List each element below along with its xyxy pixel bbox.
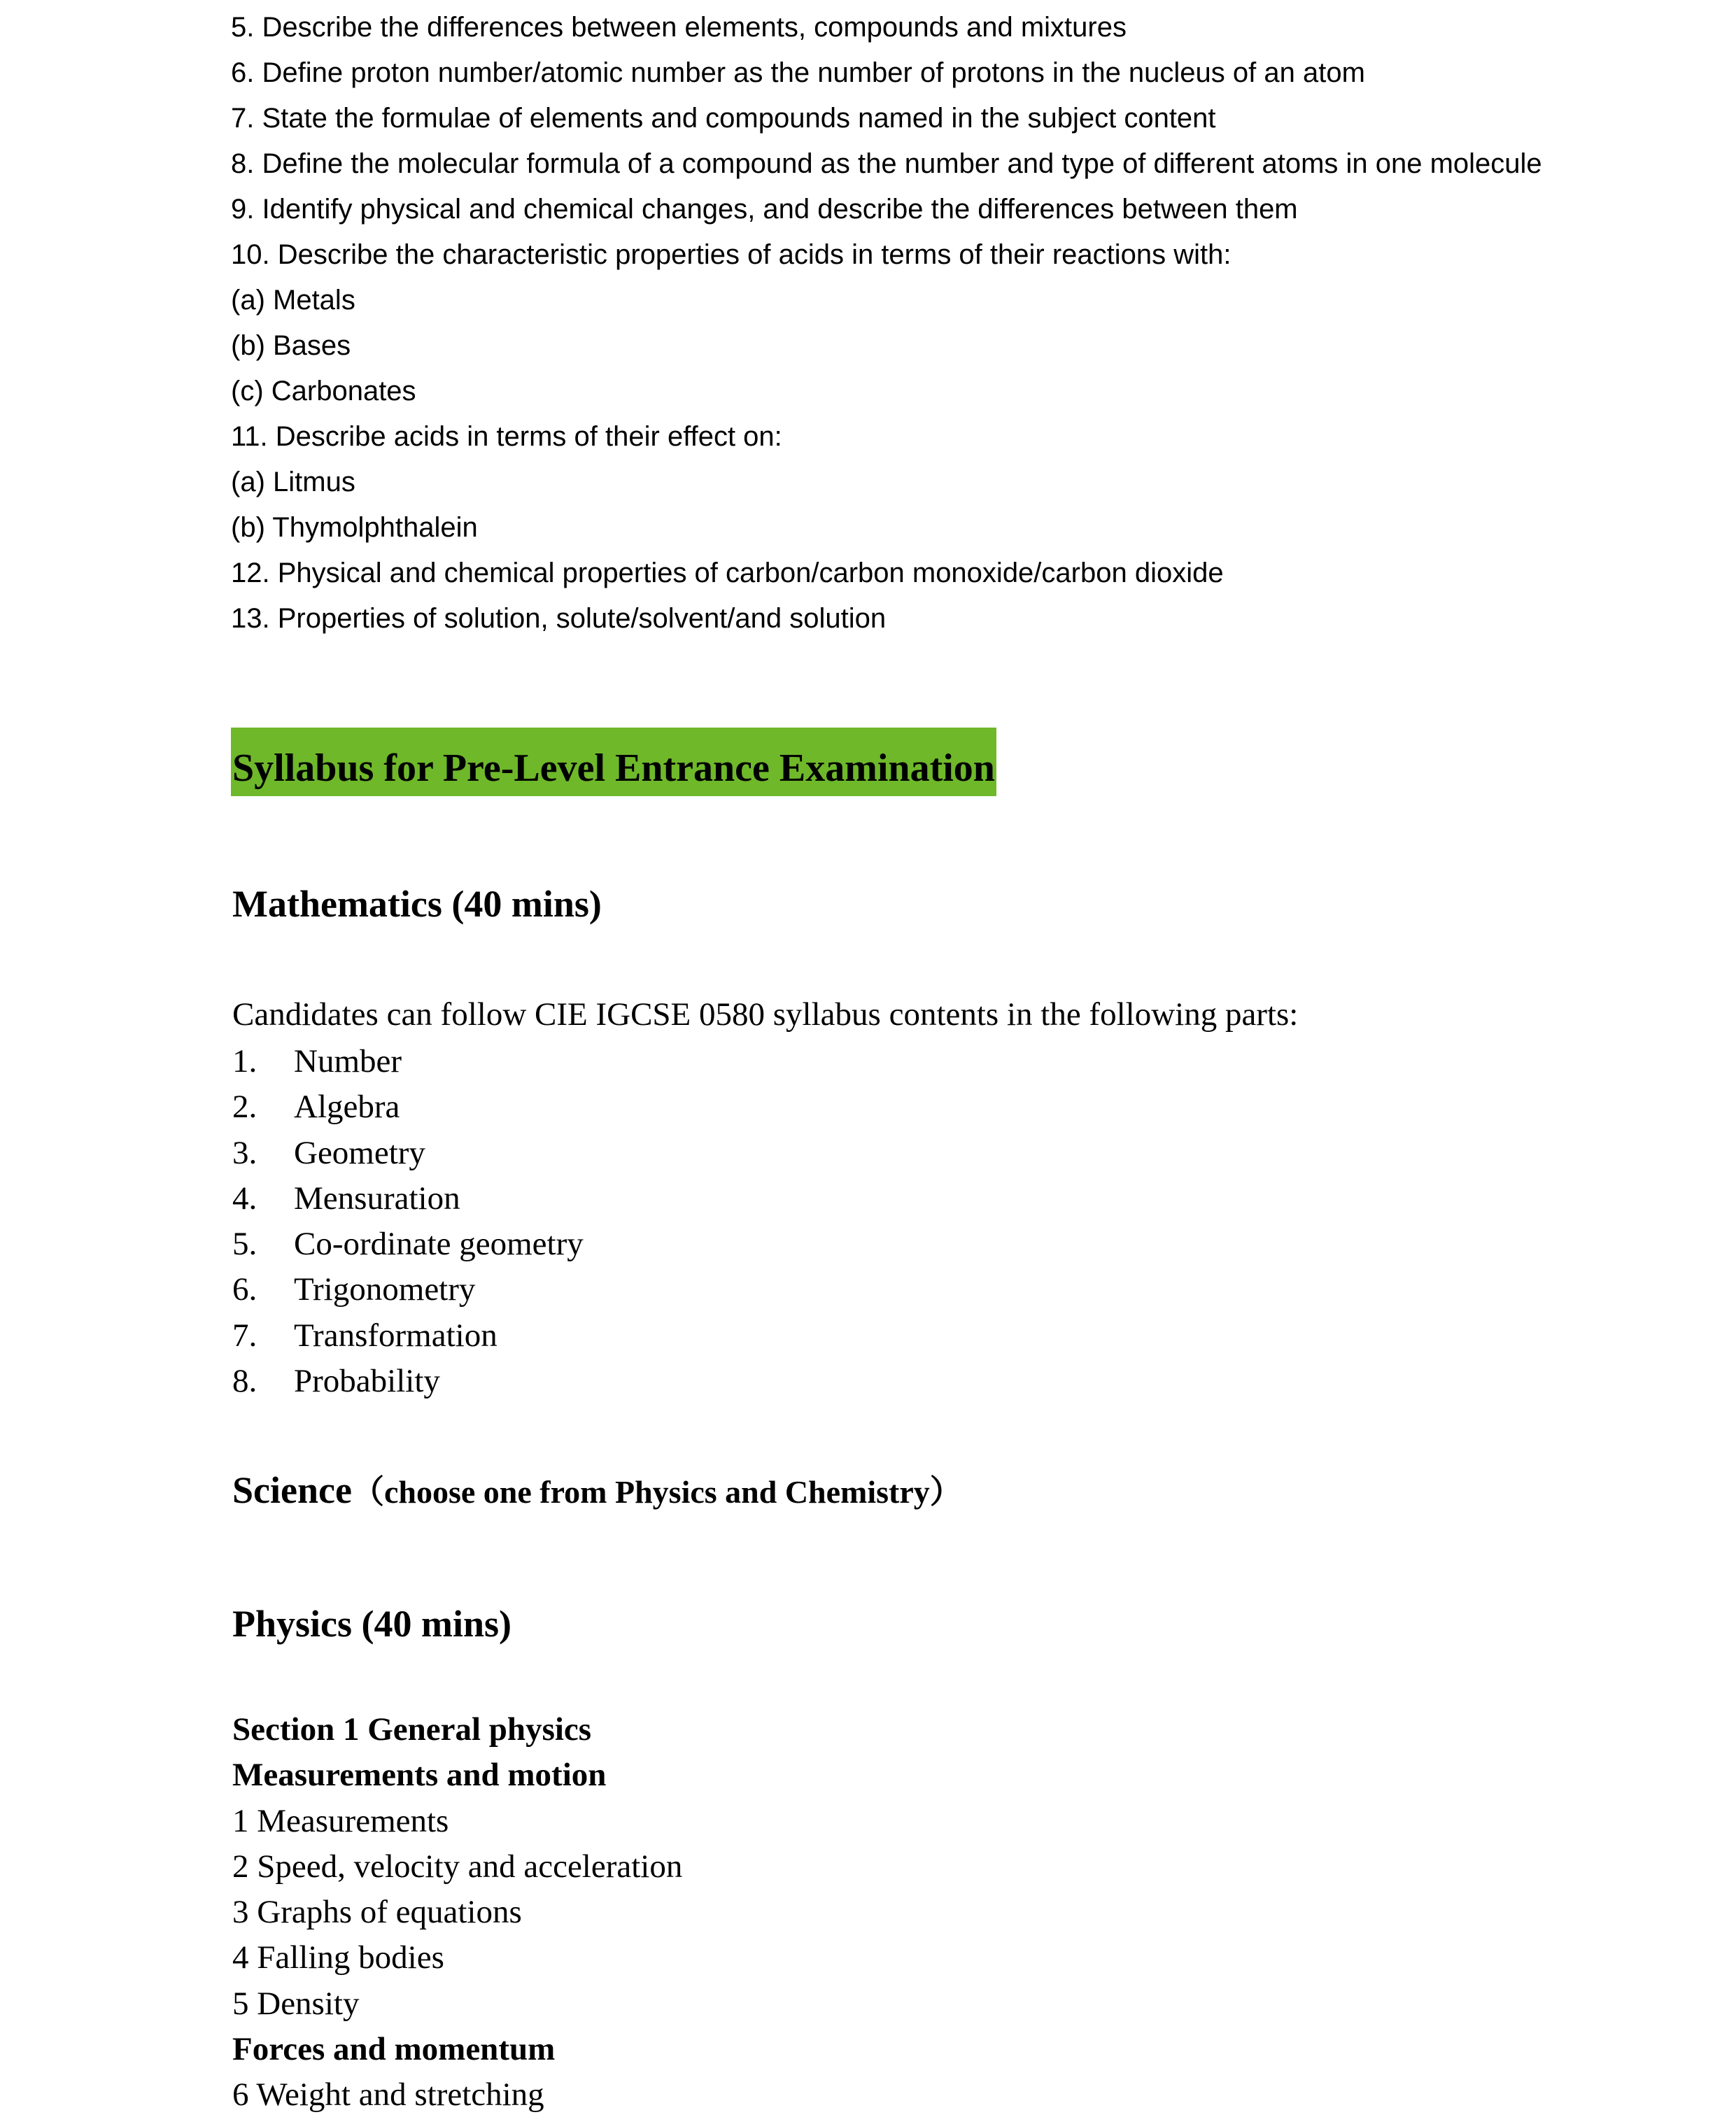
mathematics-intro: Candidates can follow CIE IGCSE 0580 syllabus contents in the following parts:: [232, 996, 1299, 1033]
document-page: [231, 0, 1595, 2124]
list-item: (c) Carbonates: [231, 376, 416, 406]
list-item: (b) Thymolphthalein: [231, 512, 478, 543]
list-item-label: Trigonometry: [294, 1271, 476, 1308]
list-item: [232, 1131, 584, 1176]
chemistry-objectives-list: [231, 5, 1595, 642]
list-item: 8. Define the molecular formula of a compound as the number and type of different atoms in one molecule: [231, 148, 1542, 179]
list-item-label: Geometry: [294, 1134, 425, 1171]
list-item: 12. Physical and chemical properties of carbon/carbon monoxide/carbon dioxide: [231, 558, 1224, 588]
list-item: 9. Identify physical and chemical changes, and describe the differences between them: [231, 194, 1298, 225]
science-subtitle: （choose one from Physics and Chemistry）: [351, 1474, 962, 1510]
list-item: [232, 1313, 584, 1359]
physics-group-heading: Measurements and motion: [232, 1757, 607, 1794]
physics-title: Physics (40 mins): [232, 1603, 512, 1645]
list-item: [232, 1267, 584, 1312]
list-item-number: 7.: [232, 1317, 257, 1354]
list-item: 3 Graphs of equations: [232, 1894, 522, 1931]
list-item: [232, 1176, 584, 1222]
list-item-label: Co-ordinate geometry: [294, 1226, 584, 1263]
list-item-label: Mensuration: [294, 1180, 460, 1217]
syllabus-heading: [231, 728, 996, 796]
syllabus-heading-text: Syllabus for Pre-Level Entrance Examination: [232, 746, 995, 790]
list-item: 10. Describe the characteristic properties of acids in terms of their reactions with:: [231, 239, 1232, 270]
list-item: 4 Falling bodies: [232, 1939, 444, 1976]
list-item: (a) Metals: [231, 285, 355, 316]
list-item: 6 Weight and stretching: [232, 2076, 544, 2114]
science-title: [232, 1466, 962, 1517]
list-item: [232, 1359, 584, 1404]
science-title-text: Science: [232, 1469, 352, 1511]
list-item-number: 5.: [232, 1226, 257, 1263]
physics-group-heading: Forces and momentum: [232, 2031, 556, 2068]
list-item-number: 1.: [232, 1043, 257, 1079]
physics-section-heading: Section 1 General physics: [232, 1711, 592, 1748]
list-item-number: 3.: [232, 1134, 257, 1171]
list-item-number: 8.: [232, 1363, 257, 1400]
list-item: 1 Measurements: [232, 1802, 449, 1839]
list-item: 13. Properties of solution, solute/solvent/and solution: [231, 603, 887, 634]
list-item-label: Probability: [294, 1363, 440, 1400]
list-item: 5 Density: [232, 1985, 360, 2022]
list-item: [232, 1222, 584, 1267]
list-item-number: 6.: [232, 1271, 257, 1308]
list-item: [232, 1084, 584, 1130]
list-item: 11. Describe acids in terms of their effect on:: [231, 421, 782, 452]
physics-topics: [232, 1707, 682, 2118]
list-item: 6. Define proton number/atomic number as the number of protons in the nucleus of an atom: [231, 57, 1365, 88]
list-item: [232, 1039, 584, 1084]
mathematics-title: Mathematics (40 mins): [232, 883, 602, 925]
list-item: 5. Describe the differences between elements, compounds and mixtures: [231, 12, 1127, 43]
list-item: 2 Speed, velocity and acceleration: [232, 1848, 683, 1885]
list-item-number: 2.: [232, 1089, 257, 1126]
list-item-label: Algebra: [294, 1089, 400, 1126]
list-item-label: Transformation: [294, 1317, 497, 1354]
list-item: 7. State the formulae of elements and compounds named in the subject content: [231, 103, 1216, 134]
mathematics-parts-list: [232, 1039, 584, 1404]
list-item-number: 4.: [232, 1180, 257, 1217]
list-item: (a) Litmus: [231, 467, 355, 497]
list-item-label: Number: [294, 1043, 402, 1079]
list-item: (b) Bases: [231, 330, 351, 361]
